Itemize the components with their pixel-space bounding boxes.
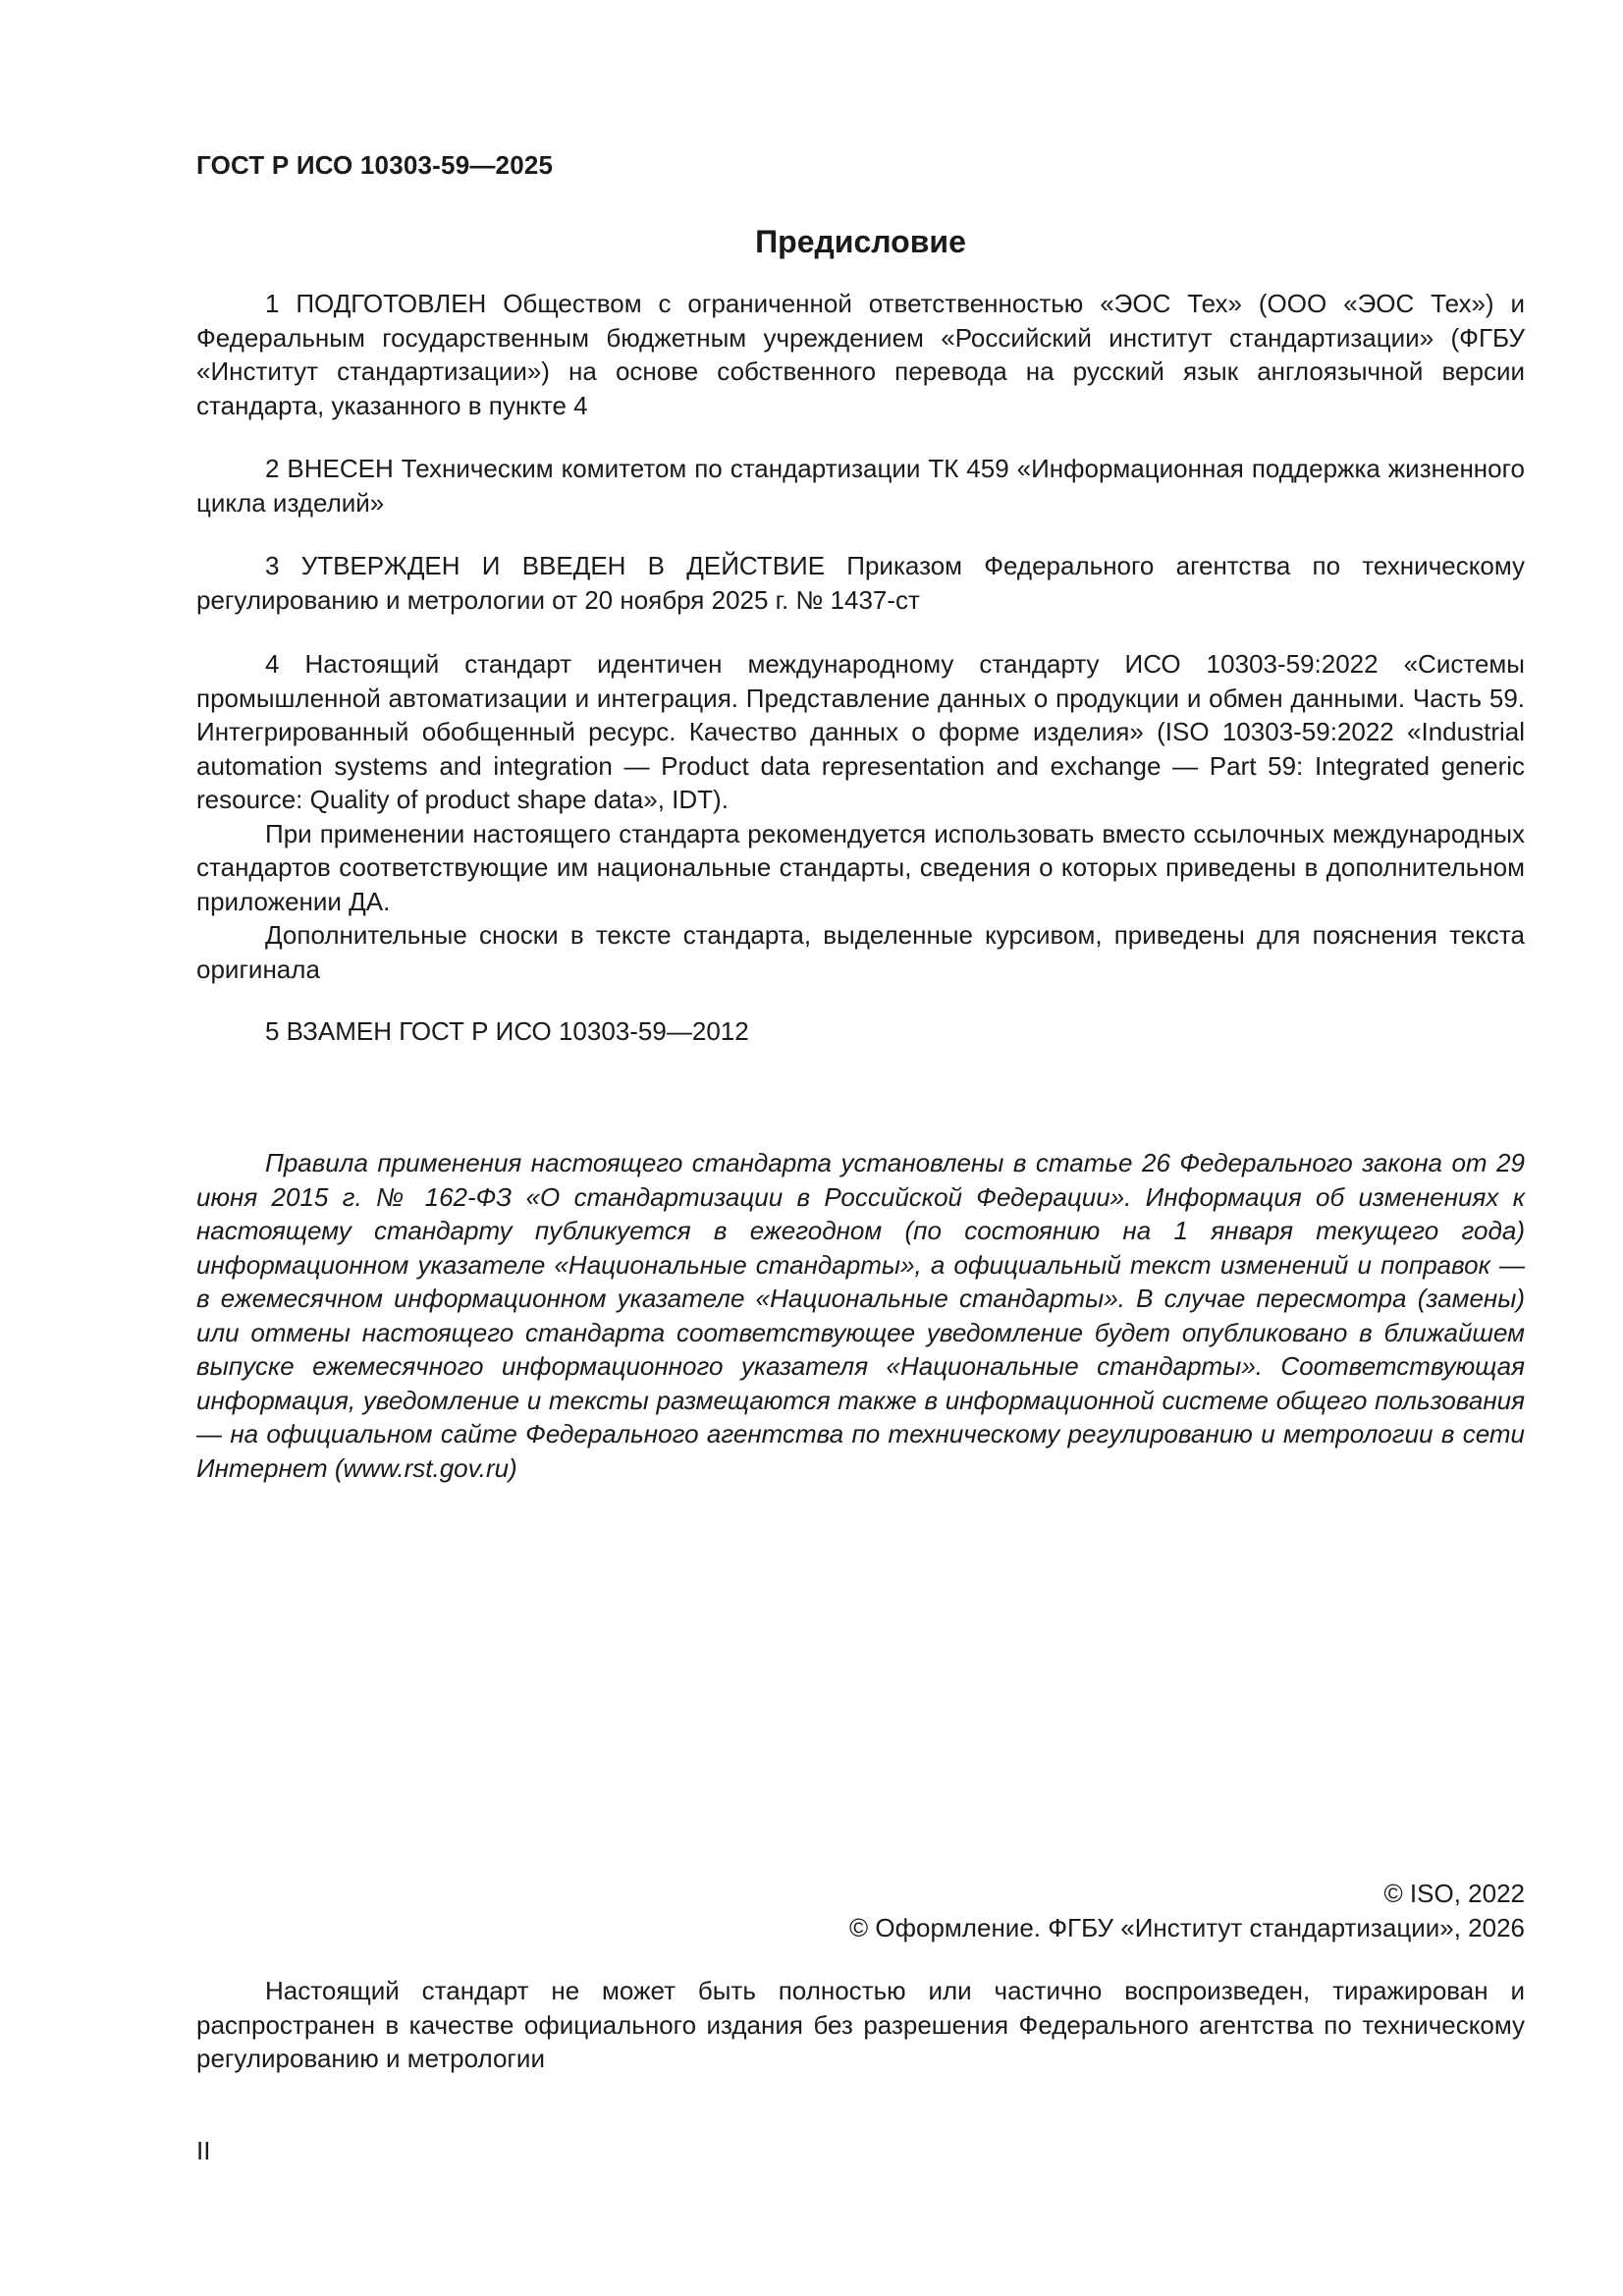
rules-note: Правила применения настоящего стандарта установлены в статье 26 Федерального закона от 29 июня 2015 г. № 162-ФЗ «О стандартизации в Российской Федерации». Информация об изменениях к настоящему стандарту публикуется в ежегодном (по состоянию на 1 января текущего года) информационном указателе «Национальные стандарты», а официальный текст изменений и поправок — в ежемесячном информационном указателе «Национальные стандарты». В случае пересмотра (замены) или отмены настоящего стандарта соответствующее уведомление будет опубликовано в ближайшем выпуске ежемесячного информационного указателя «Национальные стандарты». Соответствующая информация, уведомление и тексты размещаются также в информационной системе общего пользования — на официальном сайте Федерального агентства по техническому регулированию и метрологии в сети Интернет (www.rst.gov.ru) xyxy=(196,1148,1525,1483)
section-3 xyxy=(196,549,1525,617)
copyright-iso: © ISO, 2022 xyxy=(1383,1879,1525,1908)
section-5 xyxy=(196,1014,1525,1049)
page-title: Предисловие xyxy=(755,224,966,259)
document-id: ГОСТ Р ИСО 10303-59—2025 xyxy=(196,150,554,180)
section-4 xyxy=(196,647,1525,986)
reproduction-notice: Настоящий стандарт не может быть полностью или частично воспроизведен, тиражирован и распространен в качестве официального издания без разрешения Федерального агентства по техническому регулированию и метрологии xyxy=(196,1976,1525,2073)
page-number: II xyxy=(196,2136,211,2165)
section-1 xyxy=(196,287,1525,422)
section-5-text: 5 ВЗАМЕН ГОСТ Р ИСО 10303-59—2012 xyxy=(265,1016,749,1046)
section-3-text: 3 УТВЕРЖДЕН И ВВЕДЕН В ДЕЙСТВИЕ Приказом Федерального агентства по техническому регулированию и метрологии от 20 ноября 2025 г. № 1437-ст xyxy=(196,551,1525,615)
section-4-paragraph-3: Дополнительные сноски в тексте стандарта, выделенные курсивом, приведены для пояснения текста оригинала xyxy=(196,920,1525,984)
section-4-paragraph-2: При применении настоящего стандарта рекомендуется использовать вместо ссылочных международных стандартов соответствующие им национальные стандарты, сведения о которых приведены в дополнительном приложении ДА. xyxy=(196,818,1525,916)
section-2 xyxy=(196,452,1525,519)
section-4-paragraph-1: 4 Настоящий стандарт идентичен международному стандарту ИСО 10303-59:2022 «Системы промышленной автоматизации и интеграция. Представление данных о продукции и обмен данными. Часть 59. Интегрированный обобщенный ресурс. Качество данных о форме изделия» (ISO 10303-59:2022 «Industrial automation systems and integration — Product data representation and exchange — Part 59: Integrated generic resource: Quality of product shape data», IDT). xyxy=(196,649,1525,814)
copyright-design: © Оформление. ФГБУ «Институт стандартизации», 2026 xyxy=(849,1913,1525,1942)
section-2-text: 2 ВНЕСЕН Техническим комитетом по стандартизации ТК 459 «Информационная поддержка жизненного цикла изделий» xyxy=(196,454,1525,518)
section-1-text: 1 ПОДГОТОВЛЕН Обществом с ограниченной ответственностью «ЭОС Тех» (ООО «ЭОС Тех») и Федеральным государственным бюджетным учреждением «Российский институт стандартизации» (ФГБУ «Институт стандартизации») на основе собственного перевода на русский язык англоязычной версии стандарта, указанного в пункте 4 xyxy=(196,289,1525,420)
